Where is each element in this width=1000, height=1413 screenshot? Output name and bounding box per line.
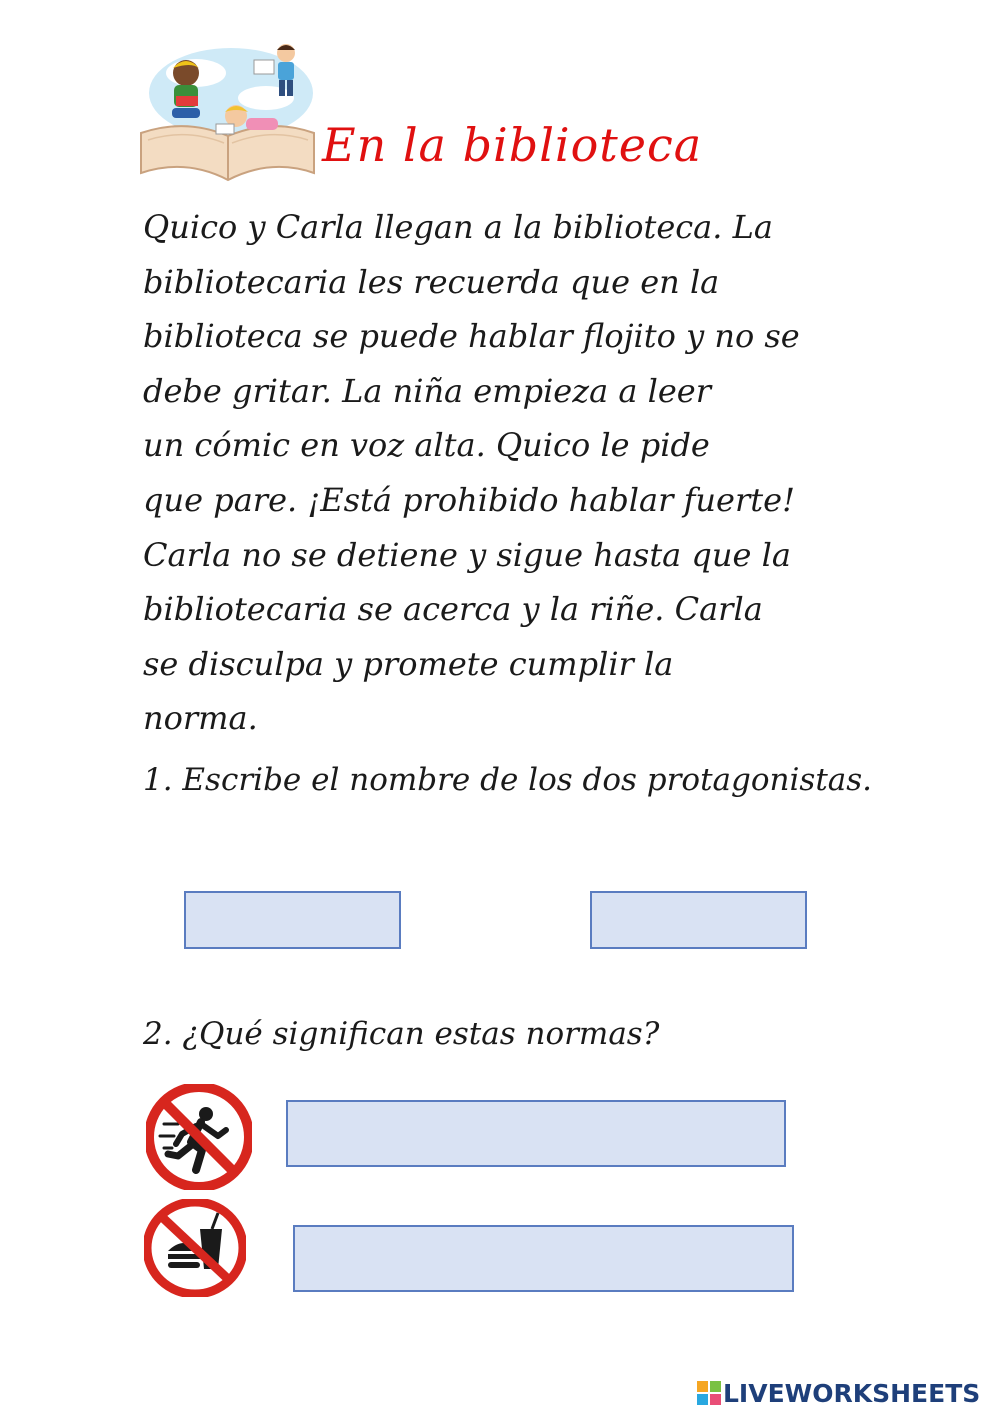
story-line: biblioteca se puede hablar flojito y no se: [143, 317, 800, 356]
story-line: debe gritar. La niña empieza a leer: [143, 371, 711, 410]
protagonist-name-input-2[interactable]: [590, 891, 807, 949]
story-line: que pare. ¡Está prohibido hablar fuerte!: [143, 480, 795, 519]
protagonist-name-input-1[interactable]: [184, 891, 401, 949]
rule-meaning-input-2[interactable]: [293, 1225, 794, 1292]
story-line: Quico y Carla llegan a la biblioteca. La: [143, 208, 773, 246]
question-1: 1. Escribe el nombre de los dos protagonistas.: [143, 762, 873, 798]
rule-meaning-input-1[interactable]: [286, 1100, 786, 1167]
no-running-sign-icon: [146, 1084, 252, 1190]
story-line: norma.: [143, 699, 258, 738]
story-line: Carla no se detiene y sigue hasta que la: [143, 535, 791, 574]
liveworksheets-mark-icon: [697, 1381, 721, 1405]
no-food-drink-sign-icon: [144, 1199, 246, 1297]
story-line: se disculpa y promete cumplir la: [143, 644, 674, 683]
story-line: bibliotecaria se acerca y la riñe. Carla: [143, 590, 763, 629]
page-title: En la biblioteca: [322, 118, 703, 172]
liveworksheets-logo: [697, 1378, 980, 1408]
story-line: un cómic en voz alta. Quico le pide: [143, 426, 710, 465]
brand-name: LIVEWORKSHEETS: [723, 1378, 981, 1408]
question-2: 2. ¿Qué significan estas normas?: [143, 1016, 660, 1052]
story-line: bibliotecaria les recuerda que en la: [143, 262, 720, 301]
story-text: [143, 200, 903, 746]
children-reading-illustration: [136, 38, 316, 188]
